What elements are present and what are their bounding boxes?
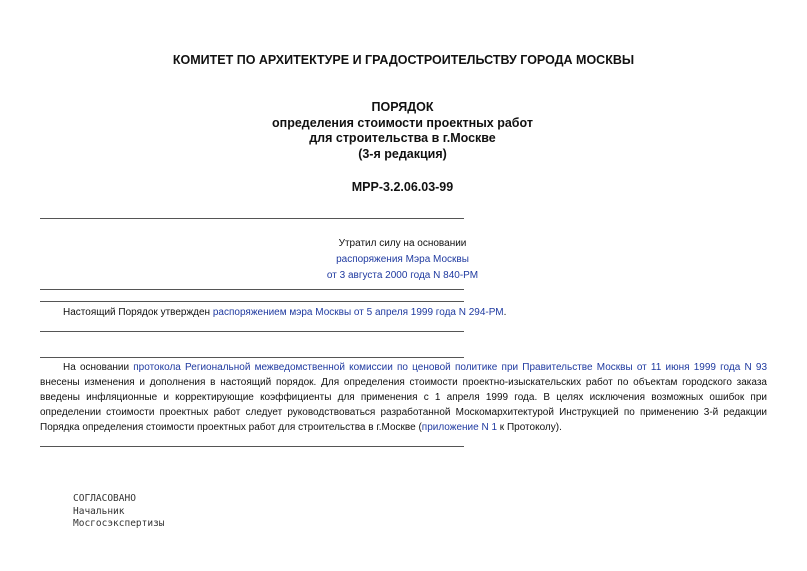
repeal-order-link[interactable]: распоряжения Мэра Москвы (336, 254, 469, 265)
basis-text-end: к Протоколу). (497, 422, 562, 433)
title-line-1: ПОРЯДОК (371, 100, 434, 114)
approval-paragraph (40, 307, 740, 319)
committee-title: КОМИТЕТ ПО АРХИТЕКТУРЕ И ГРАДОСТРОИТЕЛЬСТВУ ГОРОДА МОСКВЫ (172, 53, 635, 67)
document-code: МРР-3.2.06.03-99 (351, 180, 454, 194)
divider (40, 446, 464, 447)
basis-paragraph (40, 360, 767, 435)
approval-order-link[interactable]: распоряжением мэра Москвы от 5 апреля 1999 года N 294-РМ (212, 307, 504, 318)
divider (40, 218, 464, 219)
divider (40, 301, 464, 302)
divider (40, 357, 464, 358)
title-line-4: (3-я редакция) (358, 146, 447, 161)
signature-line-1: СОГЛАСОВАНО (73, 493, 136, 504)
document-title (200, 100, 605, 162)
signature-line-2: Начальник (73, 505, 125, 517)
basis-text-start: На основании (63, 362, 134, 373)
approval-text-end: . (503, 307, 507, 318)
signature-line-3: Мосгосэкспертизы (73, 518, 165, 529)
basis-text-body: внесены изменения и дополнения в настоящий порядок. Для определения стоимости проектно-изыскательских работ по объектам городского заказа введены инфляционные и корректирующие коэффициенты для применения с 1 апреля 1999 года. В целях исключения возможных ошибок при определении стоимости проектных работ следует руководствоваться разработанной Москомархитектурой Инструкцией по применению 3-й редакции Порядка определения стоимости проектных работ для строительства в г.Москве ( (40, 377, 767, 433)
title-line-2: определения стоимости проектных работ (272, 115, 533, 130)
appendix-link[interactable]: приложение N 1 (421, 422, 498, 433)
protocol-link[interactable]: протокола Региональной межведомственной комиссии по ценовой политике при Правительстве Москвы от 11 июня 1999 года N 93 (133, 362, 768, 373)
approval-text: Настоящий Порядок утвержден (63, 307, 213, 318)
repeal-notice (280, 236, 525, 284)
title-line-3: для строительства в г.Москве (309, 131, 496, 145)
repeal-order-date-link[interactable]: от 3 августа 2000 года N 840-РМ (326, 270, 479, 281)
approval-signature-block (73, 493, 165, 531)
repeal-notice-text: Утратил силу на основании (338, 238, 467, 249)
divider (40, 289, 464, 290)
divider (40, 331, 464, 332)
